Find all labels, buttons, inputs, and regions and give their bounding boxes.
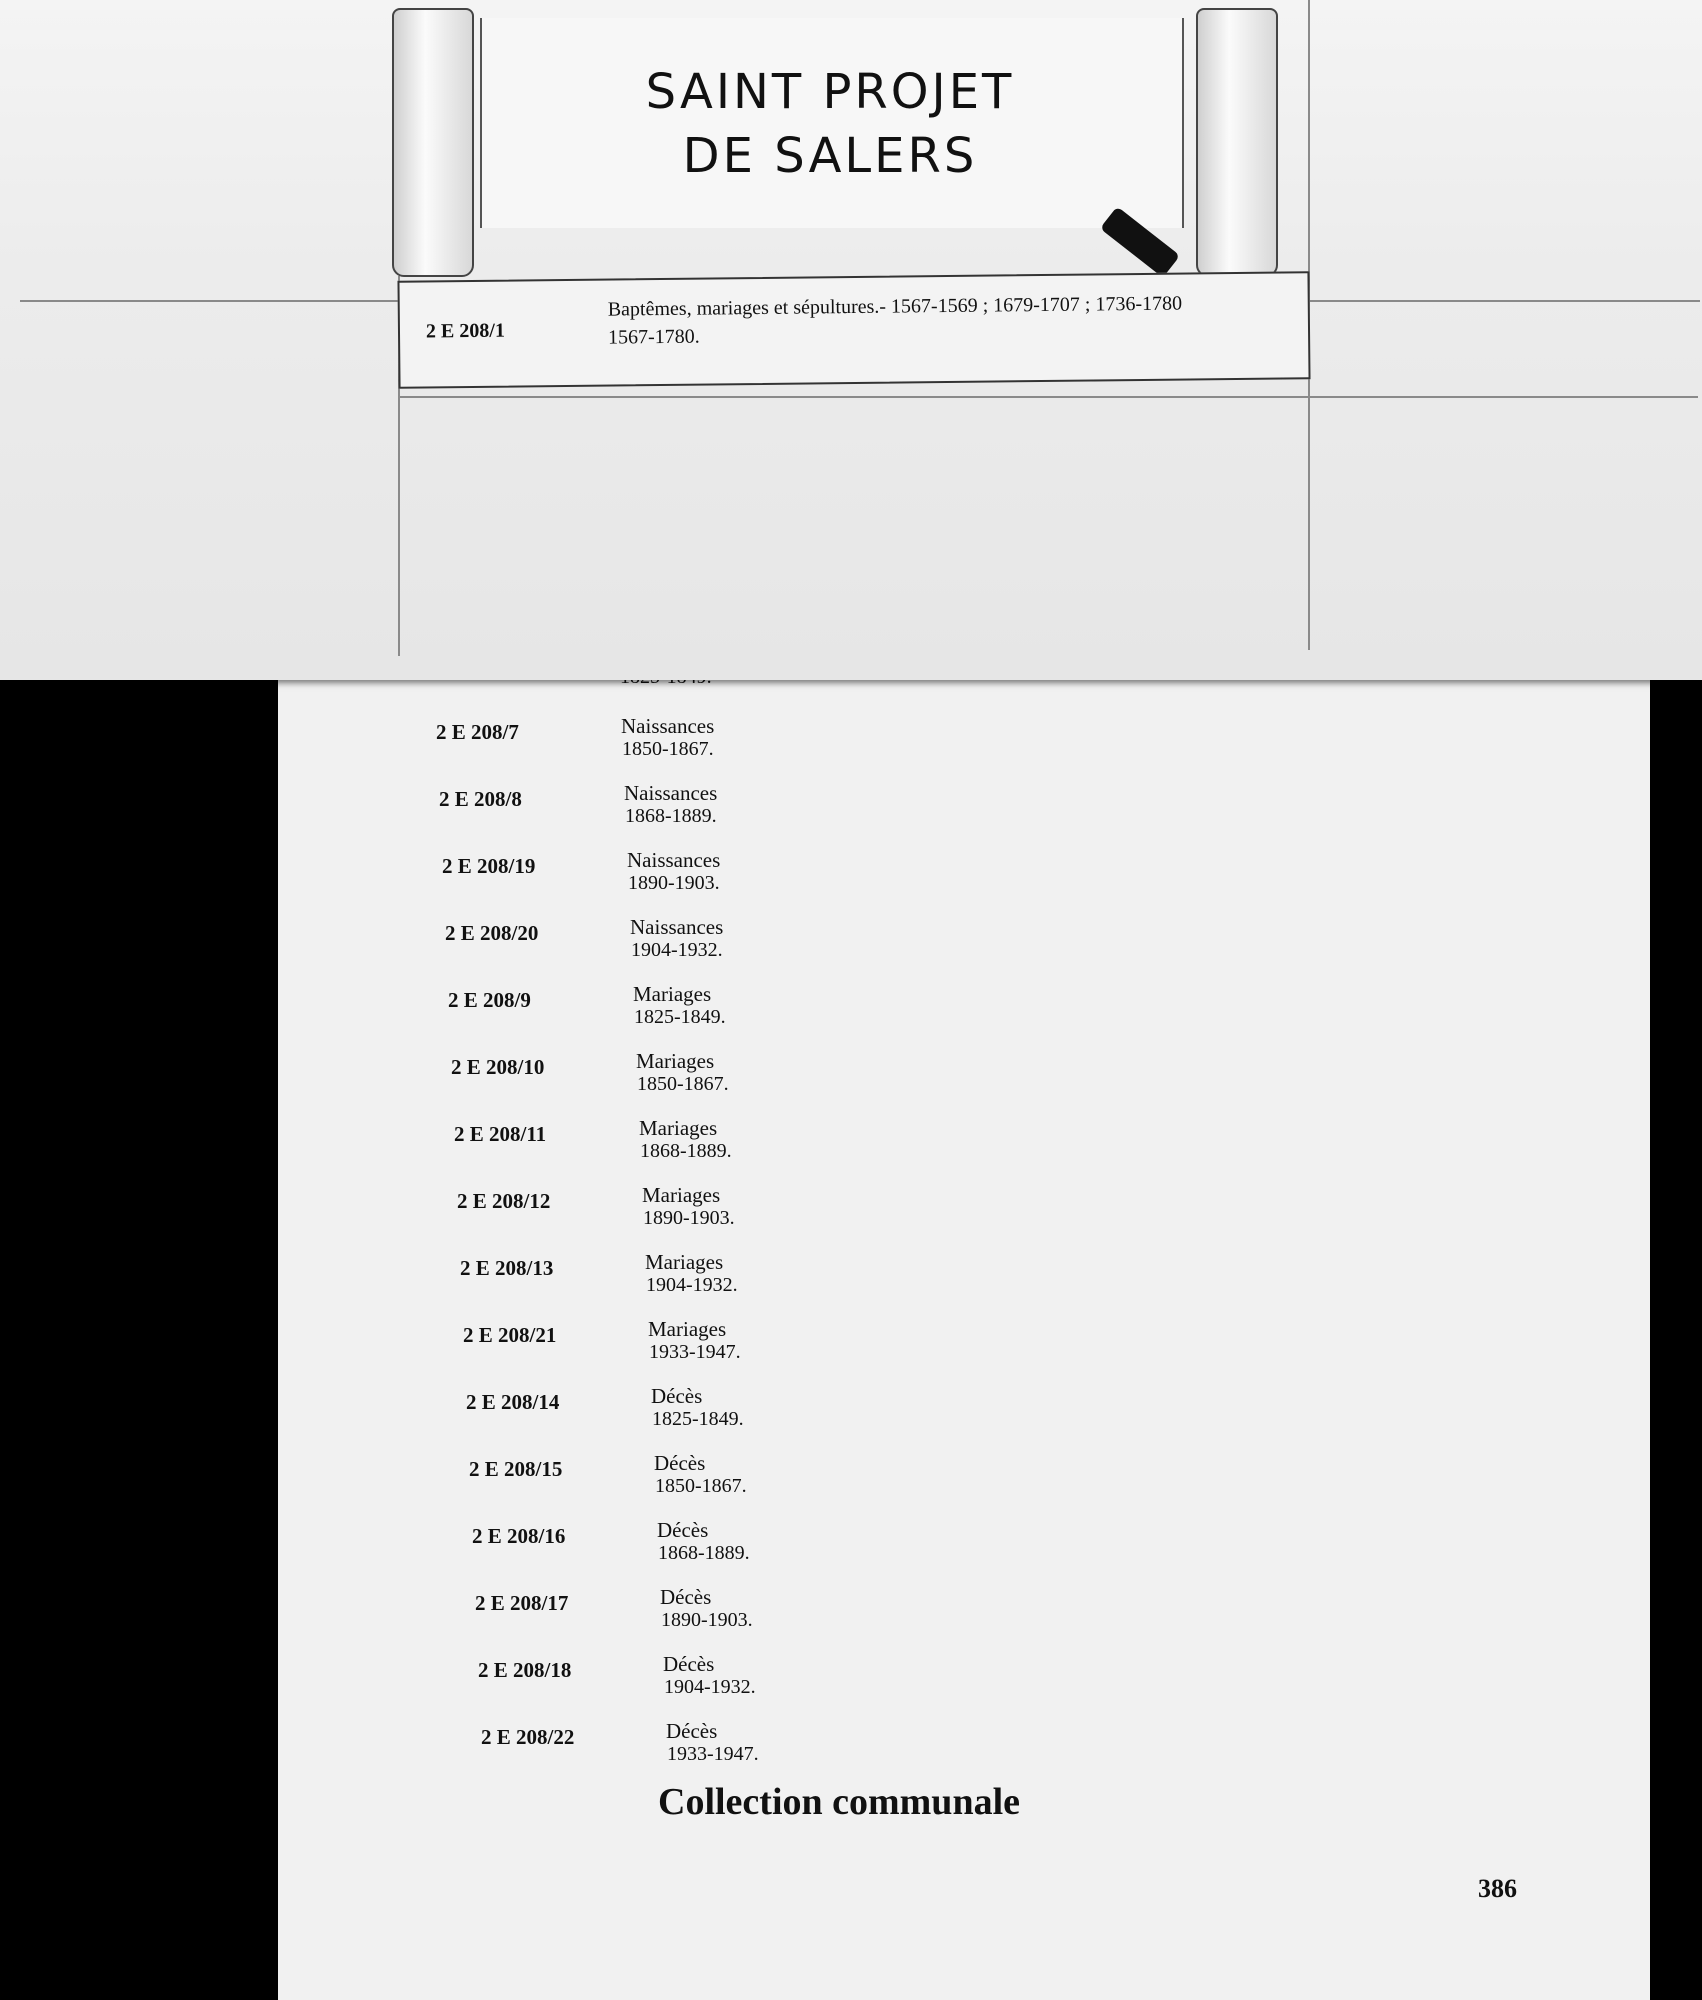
entry-dates: 1890-1903. [661,1609,753,1631]
entry-code: 2 E 208/10 [451,1055,545,1079]
entry-code: 2 E 208/18 [478,1658,572,1682]
entry-kind: Naissances [627,848,721,872]
entry-kind: Mariages [636,1049,715,1073]
entry-kind: Mariages [648,1317,727,1341]
tape-strip [392,8,474,277]
entry-code: 2 E 208/22 [481,1725,575,1749]
divider [398,396,1698,398]
entry-code: 2 E 208/7 [436,720,519,744]
entry-dates: 1904-1932. [664,1676,756,1698]
entry-dates: 1868-1889. [658,1542,750,1564]
title-line: SAINT PROJET [645,64,1015,120]
entry-code: 2 E 208/16 [472,1524,566,1548]
pasted-label-sheet [0,0,1702,680]
entry-code: 2 E 208/11 [454,1122,547,1146]
entry-code: 2 E 208/20 [445,921,539,945]
entry-kind: Décès [663,1652,715,1676]
entry-code: 2 E 208/9 [448,988,531,1012]
entry-kind: Mariages [645,1250,724,1274]
collection-title: Collection communale [658,1781,1021,1823]
entry-kind: Mariages [639,1116,718,1140]
entry-code: 2 E 208/19 [442,854,536,878]
entry-kind: Naissances [621,714,715,738]
entry-dates: 1933-1947. [667,1743,759,1765]
title-line: DE SALERS [682,128,978,184]
entry-title: Baptêmes, mariages et sépultures.- 1567-1569 ; 1679-1707 ; 1736-1780 [607,292,1183,321]
entry-dates: 1904-1932. [631,939,723,961]
entry-dates: 1825-1849. [634,1006,726,1028]
entry-dates: 1567-1780. [607,325,700,349]
entry-kind: Mariages [642,1183,721,1207]
entry-kind: Mariages [633,982,712,1006]
entry-kind: Décès [651,1384,703,1408]
entry-code: 2 E 208/12 [457,1189,551,1213]
entry-dates: 1890-1903. [643,1207,735,1229]
page-number: 386 [1478,1874,1517,1903]
top-entry [397,271,1310,389]
entry-dates: 1850-1867. [655,1475,747,1497]
page-title [560,60,1100,200]
entry-dates: 1825-1849. [652,1408,744,1430]
entry-code: 2 E 208/1 [425,319,506,343]
entry-dates: 1904-1932. [646,1274,738,1296]
entry-dates: 1850-1867. [622,738,714,760]
entry-code: 2 E 208/14 [466,1390,560,1414]
entry-kind: Naissances [630,915,724,939]
entry-dates: 1868-1889. [625,805,717,827]
tape-strip [1196,8,1278,277]
entry-dates: 1890-1903. [628,872,720,894]
entry-kind: Décès [660,1585,712,1609]
entry-code: 2 E 208/13 [460,1256,554,1280]
entry-kind: Décès [666,1719,718,1743]
entry-code: 2 E 208/21 [463,1323,557,1347]
entry-code: 2 E 208/17 [475,1591,569,1615]
entry-dates: 1868-1889. [640,1140,732,1162]
entry-kind: Décès [654,1451,706,1475]
entry-kind: Décès [657,1518,709,1542]
entry-dates: 1850-1867. [637,1073,729,1095]
entry-code: 2 E 208/15 [469,1457,563,1481]
entry-code: 2 E 208/8 [439,787,522,811]
entry-dates: 1933-1947. [649,1341,741,1363]
entry-kind: Naissances [624,781,718,805]
